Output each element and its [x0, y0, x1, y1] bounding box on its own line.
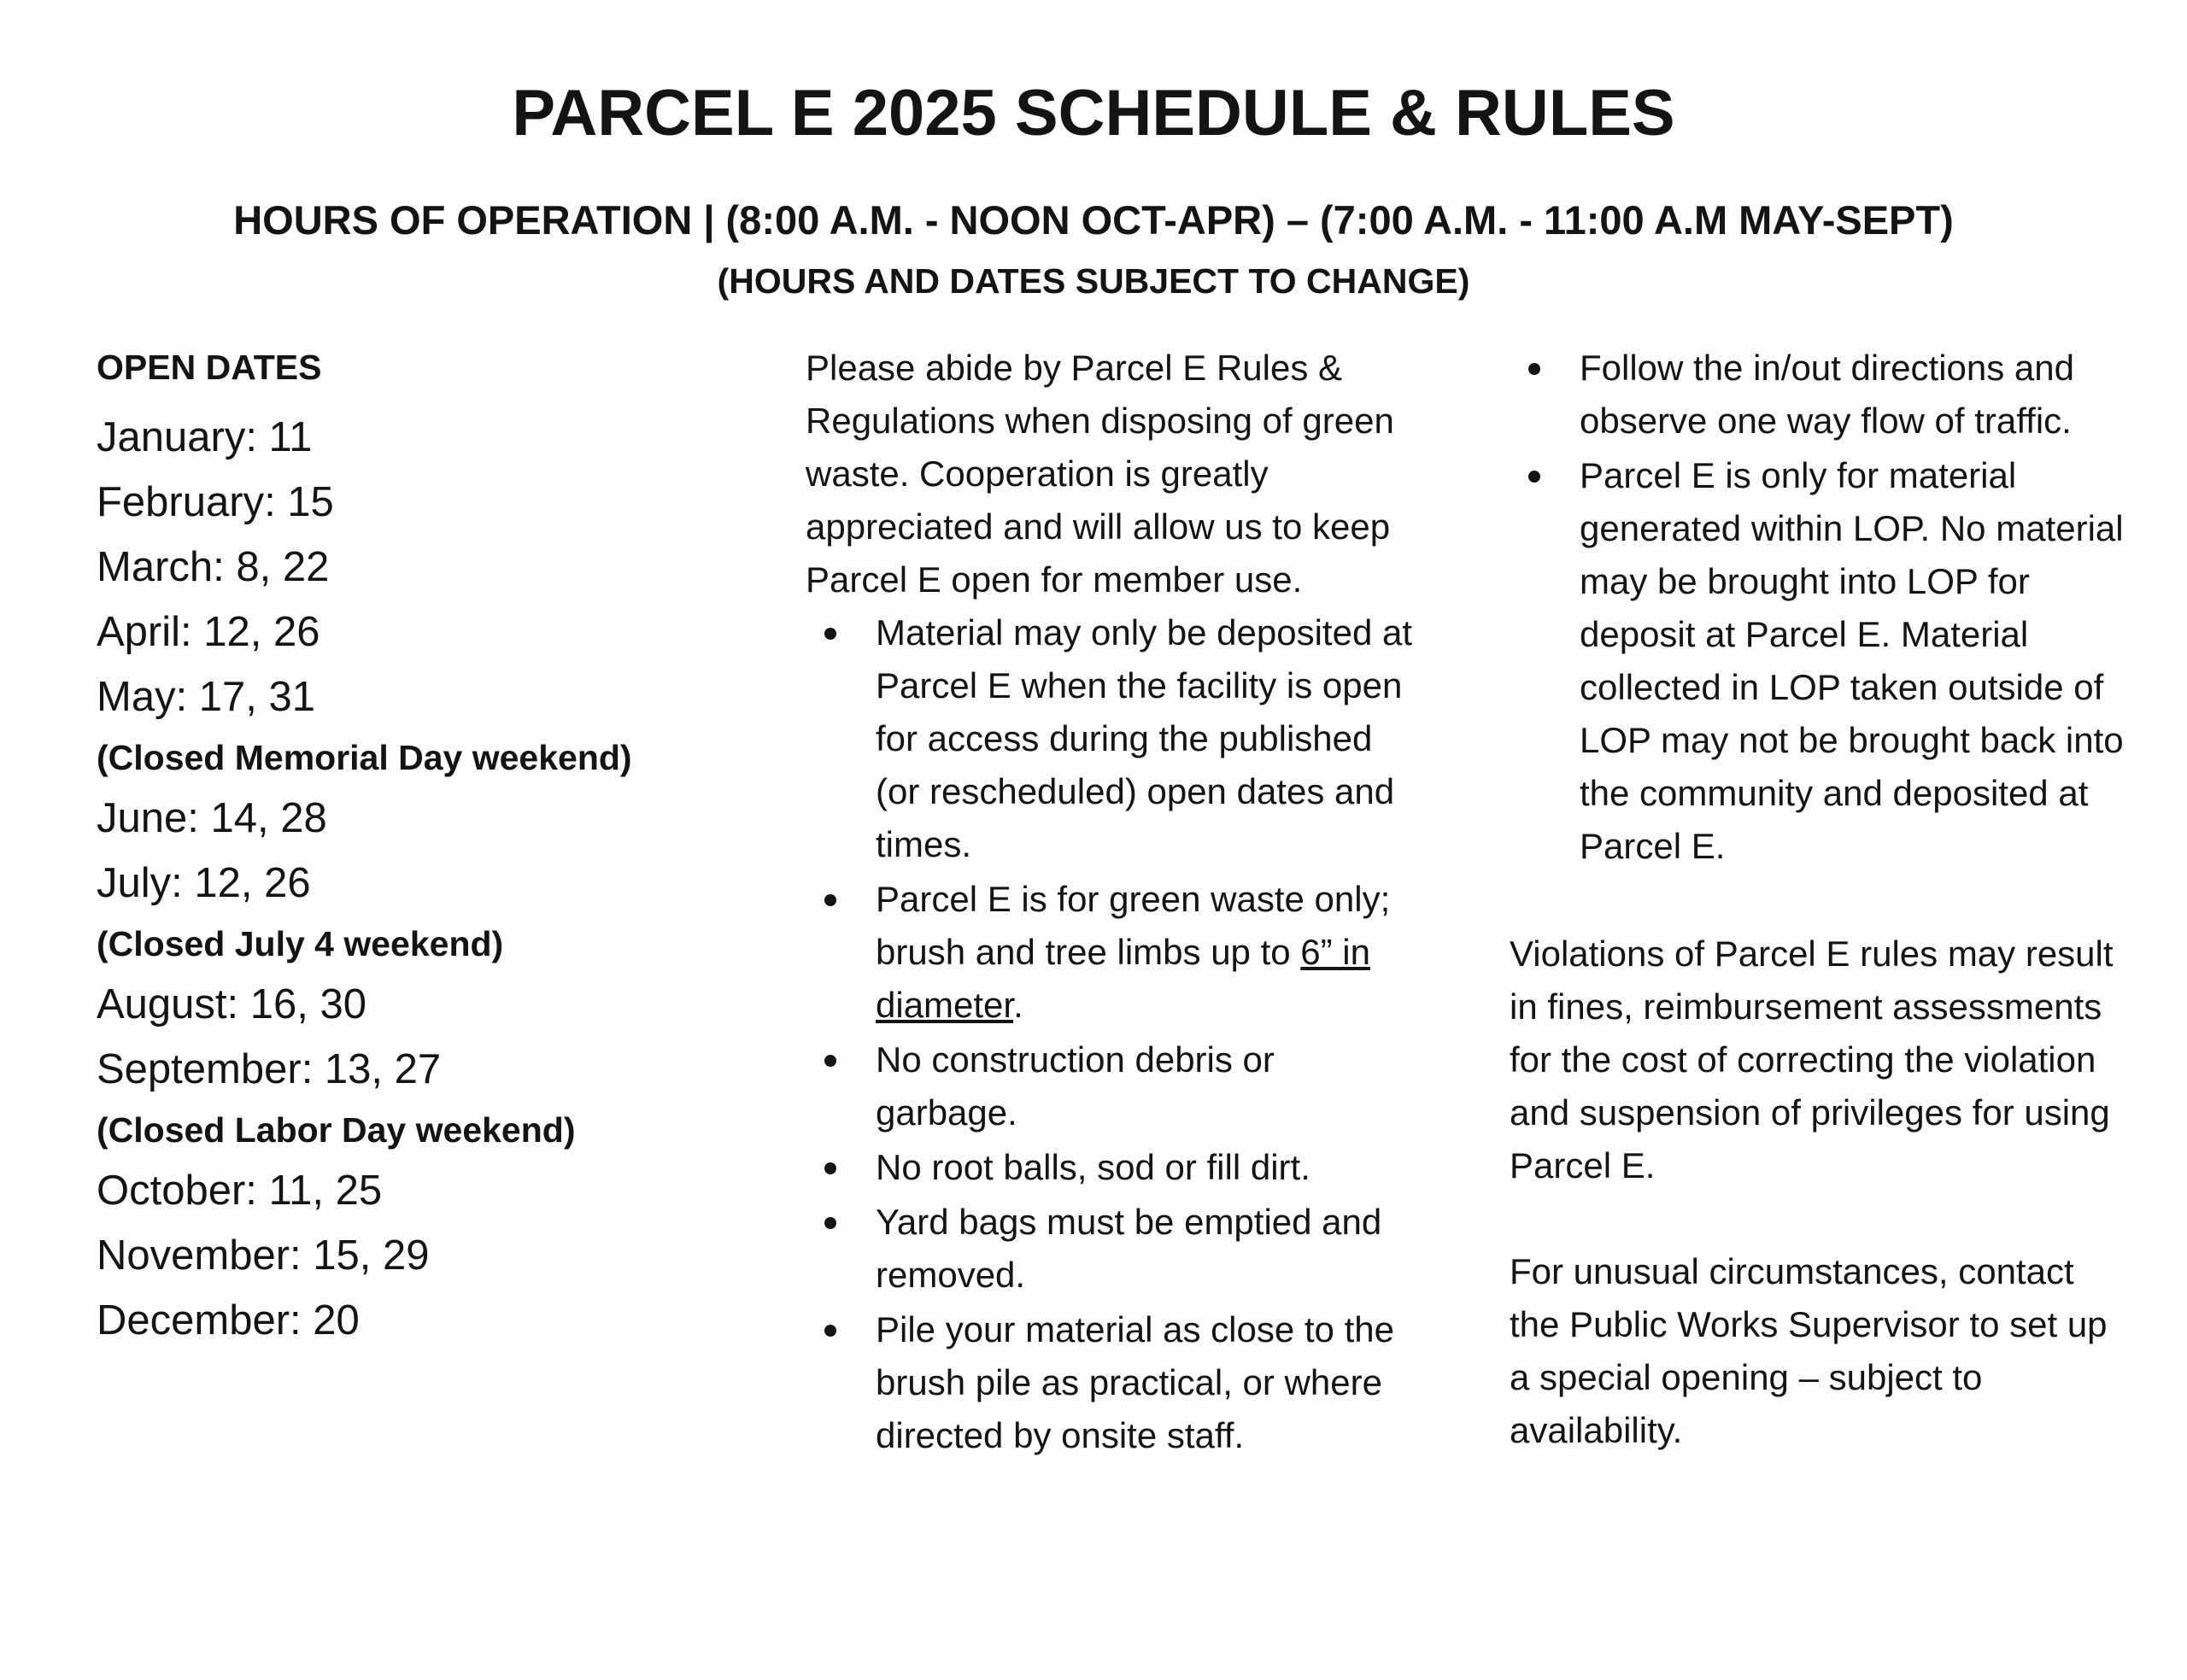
rule-item [806, 1033, 1421, 1139]
bullet-icon [824, 1325, 836, 1337]
closed-note: (Closed Labor Day weekend) [97, 1110, 576, 1150]
rule-text: Pile your material as close to the brush pile as practical, or where directed by onsite staff. [876, 1309, 1394, 1455]
closed-note: (Closed July 4 weekend) [97, 924, 504, 963]
rules-list-continued [1510, 342, 2125, 873]
rules-list [806, 606, 1421, 1462]
date-item: December: 20 [97, 1297, 360, 1343]
rules-intro: Please abide by Parcel E Rules & Regulations when disposing of green waste. Cooperation is greatly appreciated and will allow us to keep Parcel E open for member use. [806, 348, 1394, 600]
bullet-icon [1528, 363, 1540, 375]
rule-item [806, 1303, 1421, 1462]
page-title: PARCEL E 2025 SCHEDULE & RULES [512, 77, 1675, 149]
rule-item [806, 1196, 1421, 1302]
date-item: September: 13, 27 [97, 1046, 442, 1092]
rule-text-suffix: . [1013, 985, 1023, 1025]
date-item: October: 11, 25 [97, 1168, 383, 1214]
bullet-icon [1528, 471, 1540, 483]
hours-of-operation: HOURS OF OPERATION | (8:00 A.M. - NOON OCT-APR) – (7:00 A.M. - 11:00 A.M MAY-SEPT) [233, 197, 1954, 243]
open-dates-column [97, 342, 746, 1353]
date-item: January: 11 [97, 414, 313, 460]
date-item: August: 16, 30 [97, 981, 367, 1027]
open-dates-heading: OPEN DATES [97, 348, 322, 387]
rule-text: Parcel E is only for material generated within LOP. No material may be brought into LOP for deposit at Parcel E. Material collected in LOP taken outside of LOP may not be brought back into the community and deposited at Parcel E. [1580, 455, 2124, 866]
rule-text-prefix: Parcel E is for green waste only; brush and tree limbs up to [876, 879, 1391, 972]
violations-paragraph: Violations of Parcel E rules may result in fines, reimbursement assessments for the cost of correcting the violation and suspension of privileges for using Parcel E. [1510, 934, 2114, 1185]
spacer [1510, 875, 2125, 928]
spacer [1510, 1192, 2125, 1245]
date-item: May: 17, 31 [97, 674, 316, 720]
rule-item [1510, 449, 2125, 873]
bullet-icon [824, 1217, 836, 1229]
date-item: June: 14, 28 [97, 795, 327, 841]
subject-to-change-note: (HOURS AND DATES SUBJECT TO CHANGE) [717, 261, 1470, 301]
closed-note: (Closed Memorial Day weekend) [97, 738, 632, 777]
date-item: April: 12, 26 [97, 609, 320, 655]
date-item: July: 12, 26 [97, 860, 311, 906]
bullet-icon [824, 628, 836, 640]
rules-column-continued [1510, 342, 2125, 1457]
rule-item [806, 873, 1421, 1032]
bullet-icon [824, 894, 836, 906]
rule-text: Follow the in/out directions and observe one way flow of traffic. [1580, 348, 2074, 441]
rule-text-underlined: 6” in diameter [876, 932, 1370, 1025]
date-item: November: 15, 29 [97, 1232, 430, 1279]
rules-column [806, 342, 1421, 1464]
rule-text: Yard bags must be emptied and removed. [876, 1202, 1382, 1295]
date-item: February: 15 [97, 479, 334, 525]
bullet-icon [824, 1162, 836, 1174]
rule-item [806, 606, 1421, 871]
rule-text: No construction debris or garbage. [876, 1039, 1275, 1133]
rule-text: No root balls, sod or fill dirt. [876, 1147, 1310, 1187]
bullet-icon [824, 1055, 836, 1067]
rule-item [1510, 342, 2125, 448]
unusual-circumstances-paragraph: For unusual circumstances, contact the Public Works Supervisor to set up a special opening – subject to availability. [1510, 1251, 2108, 1450]
date-item: March: 8, 22 [97, 544, 330, 590]
rule-item [806, 1141, 1421, 1194]
rule-text: Material may only be deposited at Parcel E when the facility is open for access during the published (or rescheduled) open dates and times. [876, 612, 1413, 864]
